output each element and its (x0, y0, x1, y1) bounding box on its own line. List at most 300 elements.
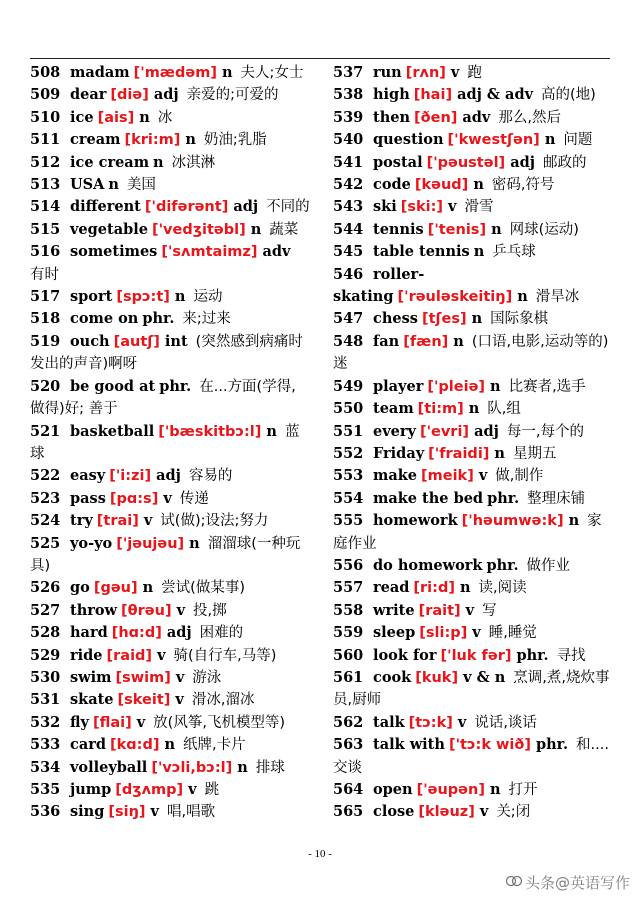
entry-part-of-speech: phr. (159, 377, 192, 395)
entry-number: 531 (30, 691, 61, 709)
vocab-entry (30, 712, 310, 734)
entry-phonetic: [kləuz] (418, 804, 475, 821)
entry-number: 565 (333, 803, 364, 821)
entry-part-of-speech: v (136, 713, 146, 731)
entry-meaning: 关;闭 (496, 804, 531, 821)
vocab-entry (333, 734, 615, 779)
entry-word: talk with (373, 736, 445, 754)
entry-phonetic: ['vɔli,bɔ:l] (151, 759, 233, 776)
entry-meaning: 放(风筝,飞机模型等) (153, 714, 286, 731)
vocab-entry (333, 129, 615, 151)
entry-phonetic: [swim] (115, 669, 171, 686)
entry-number: 532 (30, 713, 61, 731)
entry-meaning: 困难的 (199, 625, 244, 642)
entry-number: 522 (30, 467, 61, 485)
entry-phonetic: ['vedʒitəbl] (151, 221, 246, 238)
entry-number: 530 (30, 668, 61, 686)
entry-number: 524 (30, 512, 61, 530)
entry-meaning: 国际象棋 (490, 311, 549, 328)
entry-phonetic: ['bæskitbɔ:l] (158, 423, 262, 440)
entry-phonetic: [diə] (110, 87, 149, 104)
vocab-entry (30, 331, 310, 376)
vocab-entry (30, 734, 310, 756)
entry-part-of-speech: n (139, 108, 150, 126)
entry-meaning: 溜溜球(一种玩具) (30, 535, 301, 574)
entry-meaning: 邮政的 (542, 154, 587, 171)
vocab-entry (333, 600, 615, 622)
entry-number: 548 (333, 332, 364, 350)
vocab-entry (333, 510, 615, 555)
entry-word: roller-skating (333, 265, 425, 306)
entry-word: sing (70, 803, 105, 821)
entry-phonetic: [kəud] (414, 177, 469, 194)
entry-word: look for (373, 646, 437, 664)
entry-number: 509 (30, 86, 61, 104)
entry-part-of-speech: n (237, 758, 248, 776)
entry-phonetic: [autʃ] (113, 333, 160, 350)
entry-word: vegetable (70, 220, 148, 238)
vocab-entry (30, 465, 310, 487)
entry-word: chess (373, 310, 418, 328)
entry-phonetic: ['fraidi] (428, 445, 490, 462)
entry-part-of-speech: n (568, 512, 580, 530)
entry-meaning: 有时 (30, 266, 59, 283)
entry-phonetic: [siŋ] (108, 804, 146, 821)
entry-meaning: 骑(自行车,马等) (173, 647, 277, 664)
vocab-entry (333, 555, 615, 577)
entry-part-of-speech: n (189, 534, 200, 552)
entry-phonetic: ['həumwə:k] (461, 513, 564, 530)
vocab-entry (30, 577, 310, 599)
entry-part-of-speech: n (491, 220, 502, 238)
entry-phonetic: [raid] (106, 647, 153, 664)
header-rule (30, 58, 610, 59)
entry-part-of-speech: v (448, 198, 457, 216)
vocab-entry (333, 465, 615, 487)
entry-part-of-speech: adv (462, 108, 491, 126)
entry-part-of-speech: v (450, 64, 460, 81)
entry-word: every (373, 422, 416, 440)
entry-word: sport (70, 288, 113, 306)
entry-phonetic: ['jəujəu] (116, 535, 185, 552)
entry-word: write (373, 601, 415, 619)
entry-meaning: 做,制作 (495, 468, 544, 485)
vocab-entry (333, 331, 615, 376)
entry-part-of-speech: int (164, 332, 188, 350)
entry-part-of-speech: adj (156, 467, 181, 485)
entry-meaning: 每一,每个的 (506, 423, 584, 440)
entry-part-of-speech: n (185, 131, 196, 149)
entry-meaning: 排球 (255, 759, 285, 776)
entry-part-of-speech: v (465, 601, 475, 619)
entry-word: ski (373, 198, 397, 216)
entry-number: 527 (30, 601, 61, 619)
entry-word: try (70, 512, 93, 530)
vocab-entry (30, 645, 310, 667)
entry-number: 512 (30, 153, 61, 171)
entry-part-of-speech: phr. (535, 736, 569, 754)
vocab-entry (30, 757, 310, 779)
left-column (30, 62, 310, 824)
entry-number: 562 (333, 713, 364, 731)
vocab-entry (30, 533, 310, 578)
entry-part-of-speech: n (471, 310, 483, 328)
entry-number: 541 (333, 153, 364, 171)
entry-phonetic: [ðen] (414, 109, 458, 126)
vocab-entry (333, 488, 615, 510)
entry-meaning: 来;过来 (182, 311, 231, 328)
entry-number: 559 (333, 624, 364, 642)
entry-word: open (373, 781, 413, 798)
entry-part-of-speech: v & n (463, 668, 506, 686)
entry-phonetic: [dʒʌmp] (115, 782, 184, 798)
entry-word: fan (373, 332, 400, 350)
entry-phonetic: [ri:d] (413, 580, 455, 597)
entry-word: volleyball (70, 758, 148, 776)
entry-word: team (373, 400, 414, 418)
vocab-entry (30, 421, 310, 466)
entry-meaning: (突然感到病痛时发出的声音)啊呀 (30, 333, 303, 373)
entry-number: 561 (333, 668, 364, 686)
entry-meaning: 乒乓球 (492, 244, 536, 261)
entry-word: USA (70, 176, 105, 194)
entry-phonetic: ['kwestʃən] (447, 132, 540, 149)
entry-word: jump (70, 781, 112, 798)
entry-phonetic: [gəu] (93, 580, 138, 597)
vocab-entry (30, 779, 310, 801)
entry-number: 528 (30, 624, 61, 642)
entry-part-of-speech: n (494, 444, 505, 462)
entry-number: 526 (30, 579, 61, 597)
entry-meaning: 打开 (508, 782, 538, 798)
entry-part-of-speech: n (221, 64, 233, 81)
entry-phonetic: [tʃes] (421, 311, 467, 328)
vocab-entry (333, 645, 615, 667)
entry-word: different (70, 198, 141, 216)
vocab-entry (333, 152, 615, 174)
watermark (505, 868, 633, 896)
entry-word: table tennis (373, 243, 470, 261)
entry-number: 542 (333, 176, 364, 194)
entry-meaning: 尝试(做某事) (161, 580, 245, 597)
entry-meaning: 在...方面(学得,做得)好; 善于 (30, 378, 296, 418)
entry-part-of-speech: n (453, 332, 464, 350)
entry-meaning: 运动 (193, 289, 223, 306)
entry-meaning: 蓝球 (30, 423, 300, 462)
entry-meaning: 蔬菜 (269, 221, 299, 238)
entry-number: 550 (333, 400, 364, 418)
entry-part-of-speech: n (517, 288, 528, 306)
entry-meaning: 亲爱的;可爱的 (186, 87, 279, 104)
entry-word: cream (70, 131, 121, 149)
vocab-entry (333, 241, 615, 263)
entry-meaning: 冰淇淋 (171, 154, 216, 171)
vocab-entry (333, 622, 615, 644)
entry-number: 537 (333, 64, 364, 81)
vocab-entry (30, 84, 310, 106)
entry-number: 523 (30, 489, 61, 507)
entry-word: make the bed (373, 489, 484, 507)
entry-phonetic: [rait] (418, 602, 461, 619)
entry-part-of-speech: adj (166, 624, 192, 642)
entry-number: 544 (333, 220, 364, 238)
vocab-entry (333, 84, 615, 106)
entry-word: code (373, 176, 411, 194)
entry-phonetic: ['i:zi] (109, 468, 152, 485)
entry-phonetic: ['mædəm] (133, 65, 217, 81)
entry-part-of-speech: adj (474, 422, 499, 440)
entry-meaning: 传递 (179, 490, 209, 507)
entry-meaning: 高的(地) (541, 87, 596, 104)
entry-word: tennis (373, 220, 424, 238)
entry-word: easy (70, 467, 106, 485)
entry-phonetic: [hɑ:d] (111, 625, 162, 642)
entry-word: yo-yo (70, 534, 113, 552)
entry-word: fly (70, 713, 89, 731)
entry-meaning: 滑旱冰 (535, 289, 580, 306)
entry-number: 519 (30, 332, 61, 350)
entry-phonetic: [flai] (92, 714, 132, 731)
entry-meaning: 那么,然后 (498, 109, 561, 126)
entry-word: sleep (373, 624, 416, 642)
entry-word: homework (373, 512, 458, 530)
vocab-entry (333, 62, 615, 84)
entry-part-of-speech: n (153, 153, 164, 171)
entry-word: run (373, 64, 402, 81)
entry-meaning: 夫人;女士 (240, 65, 304, 81)
entry-number: 539 (333, 108, 364, 126)
entry-meaning: 容易的 (188, 468, 233, 485)
entry-phonetic: ['tenis] (427, 221, 487, 238)
entry-meaning: 游泳 (192, 669, 222, 686)
entry-phonetic: [meik] (421, 468, 474, 485)
entry-phonetic: [θrəu] (121, 602, 172, 619)
entry-part-of-speech: v (472, 624, 481, 642)
entry-part-of-speech: n (266, 422, 277, 440)
vocab-entry (333, 421, 615, 443)
entry-part-of-speech: v (457, 713, 467, 731)
entry-part-of-speech: n (164, 736, 176, 754)
vocab-entry (30, 510, 310, 532)
entry-number: 555 (333, 512, 364, 530)
entry-meaning: 冰 (157, 109, 173, 126)
entry-meaning: 烹调,煮,烧炊事员,厨师 (333, 669, 610, 709)
entry-meaning: 不同的 (266, 199, 310, 216)
vocab-entry (333, 107, 615, 129)
entry-phonetic: [tɔ:k] (408, 714, 453, 731)
vocab-entry (30, 174, 310, 196)
entry-number: 534 (30, 758, 61, 776)
entry-part-of-speech: phr. (142, 310, 175, 328)
entry-part-of-speech: v (176, 601, 186, 619)
entry-number: 521 (30, 422, 61, 440)
entry-meaning: 写 (482, 602, 497, 619)
entry-word: read (373, 579, 410, 597)
entry-number: 508 (30, 64, 61, 81)
entry-number: 554 (333, 489, 364, 507)
entry-word: high (373, 86, 410, 104)
entry-phonetic: ['sʌmtaimz] (161, 244, 258, 261)
entry-word: go (70, 579, 90, 597)
entry-phonetic: ['tɔ:k wið] (448, 737, 531, 754)
entry-phonetic: ['luk fər] (440, 647, 512, 664)
entry-phonetic: [fæn] (403, 333, 449, 350)
vocab-entry (333, 196, 615, 218)
entry-phonetic: ['evri] (419, 423, 470, 440)
entry-meaning: 跳 (204, 782, 220, 798)
entry-word: basketball (70, 422, 155, 440)
entry-phonetic: [rʌn] (405, 65, 446, 81)
entry-number: 543 (333, 198, 364, 216)
entry-number: 514 (30, 198, 61, 216)
entry-word: talk (373, 713, 405, 731)
entry-word: make (373, 467, 418, 485)
vocab-entry (333, 376, 615, 398)
entry-word: ouch (70, 332, 110, 350)
entry-number: 520 (30, 377, 61, 395)
entry-phonetic: [trai] (96, 513, 139, 530)
entry-word: ice cream (70, 153, 150, 171)
entry-word: madam (70, 64, 130, 81)
entry-word: Friday (373, 444, 425, 462)
entry-number: 533 (30, 736, 61, 754)
entry-meaning: 星期五 (512, 445, 557, 462)
vocab-entry (333, 779, 615, 801)
entry-phonetic: [kri:m] (124, 132, 181, 149)
entry-part-of-speech: v (175, 691, 184, 709)
entry-word: question (373, 131, 444, 149)
entry-number: 558 (333, 601, 364, 619)
right-column (333, 62, 615, 824)
watermark-text: 头条@英语写作 (525, 874, 631, 892)
entry-word: card (70, 736, 107, 754)
entry-part-of-speech: v (157, 646, 166, 664)
vocab-entry (30, 241, 310, 286)
entry-phonetic: ['pəustəl] (426, 154, 506, 171)
entry-number: 513 (30, 176, 61, 194)
entry-number: 553 (333, 467, 364, 485)
vocab-entry (333, 264, 615, 309)
entry-meaning: 美国 (126, 177, 156, 194)
entry-word: be good at (70, 377, 156, 395)
entry-number: 515 (30, 220, 61, 238)
entry-phonetic: [ti:m] (417, 401, 464, 418)
entry-number: 535 (30, 781, 61, 798)
entry-meaning: 读,阅读 (478, 580, 527, 597)
vocab-entry (30, 62, 310, 84)
vocab-entry (30, 219, 310, 241)
entry-number: 546 (333, 265, 364, 283)
entry-meaning: 滑雪 (464, 199, 494, 216)
entry-part-of-speech: n (459, 579, 471, 597)
vocab-entry (30, 129, 310, 151)
entry-number: 545 (333, 243, 364, 261)
entry-part-of-speech: n (142, 579, 154, 597)
entry-meaning: 纸牌,卡片 (183, 737, 246, 754)
entry-number: 517 (30, 288, 61, 306)
entry-word: hard (70, 624, 108, 642)
entry-meaning: 唱,唱歌 (166, 804, 216, 821)
entry-part-of-speech: n (174, 288, 186, 306)
vocab-entry (30, 667, 310, 689)
entry-word: swim (70, 668, 112, 686)
entry-part-of-speech: adj & adv (457, 86, 534, 104)
entry-part-of-speech: n (489, 781, 501, 798)
entry-part-of-speech: n (473, 243, 485, 261)
entry-number: 516 (30, 243, 61, 261)
entry-word: player (373, 377, 424, 395)
entry-number: 529 (30, 646, 61, 664)
entry-meaning: (口语,电影,运动等的)迷 (333, 333, 609, 373)
vocab-entry (333, 712, 615, 734)
entry-phonetic: [sli:p] (419, 625, 468, 642)
entry-phonetic: [skeit] (117, 692, 171, 709)
entry-phonetic: [kuk] (415, 669, 459, 686)
vocab-entry (30, 107, 310, 129)
entry-word: cook (373, 668, 412, 686)
entry-phonetic: ['pleiə] (427, 378, 486, 395)
vocab-entry (333, 174, 615, 196)
vocab-entry (30, 600, 310, 622)
entry-part-of-speech: v (163, 489, 172, 507)
entry-meaning: 和....交谈 (333, 737, 609, 776)
entry-part-of-speech: v (188, 781, 197, 798)
entry-phonetic: [ais] (97, 109, 135, 126)
entry-number: 552 (333, 444, 364, 462)
entry-part-of-speech: n (468, 400, 480, 418)
entry-word: ice (70, 108, 94, 126)
entry-meaning: 滑冰,溜冰 (191, 692, 255, 709)
vocab-entry (30, 308, 310, 330)
vocab-entry (333, 443, 615, 465)
entry-part-of-speech: n (250, 220, 262, 238)
entry-meaning: 比赛者,选手 (508, 378, 586, 395)
entry-meaning: 奶油;乳脂 (203, 132, 267, 149)
entry-meaning: 整理床铺 (527, 490, 586, 507)
entry-number: 536 (30, 803, 61, 821)
entry-number: 564 (333, 781, 364, 798)
entry-part-of-speech: v (175, 668, 185, 686)
entry-meaning: 网球(运动) (509, 221, 579, 238)
entry-meaning: 睡,睡觉 (488, 625, 537, 642)
entry-phonetic: ['difərənt] (144, 199, 229, 216)
entry-part-of-speech: v (150, 803, 159, 821)
entry-phonetic: [spɔ:t] (116, 289, 170, 306)
entry-part-of-speech: n (490, 377, 501, 395)
entry-part-of-speech: adv (262, 243, 291, 261)
entry-number: 547 (333, 310, 364, 328)
entry-part-of-speech: n (108, 176, 119, 194)
entry-meaning: 问题 (563, 132, 593, 149)
vocab-entry (30, 152, 310, 174)
entry-part-of-speech: n (473, 176, 484, 194)
entry-meaning: 密码,符号 (491, 177, 555, 194)
entry-number: 540 (333, 131, 364, 149)
entry-part-of-speech: v (479, 803, 489, 821)
entry-meaning: 投,掷 (193, 602, 227, 619)
entry-meaning: 队,组 (487, 401, 521, 418)
entry-number: 511 (30, 131, 61, 149)
entry-phonetic: ['əupən] (416, 782, 485, 798)
entry-word: skate (70, 691, 114, 709)
entry-phonetic: [pɑ:s] (109, 490, 159, 507)
vocab-entry (30, 488, 310, 510)
entry-number: 556 (333, 556, 364, 574)
vocab-entry (30, 689, 310, 711)
entry-word: do homework (373, 556, 483, 574)
entry-word: sometimes (70, 243, 158, 261)
entry-meaning: 试(做);设法;努力 (160, 513, 269, 530)
